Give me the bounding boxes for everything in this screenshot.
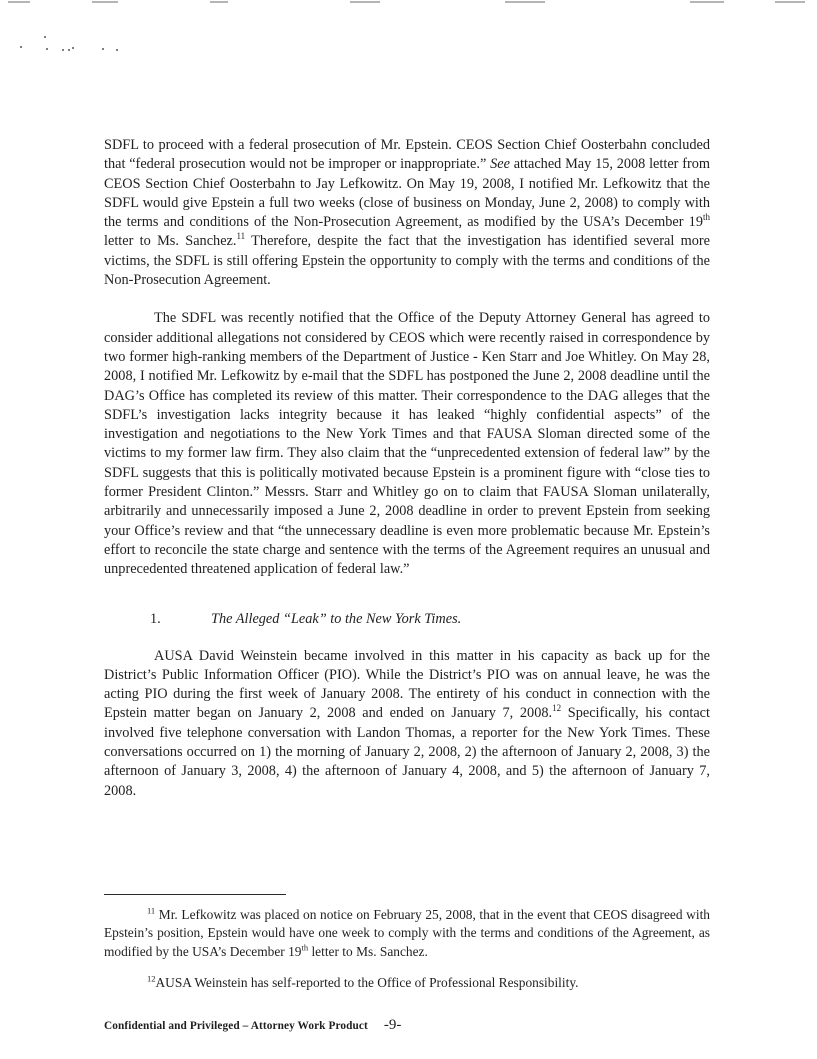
paragraph-weinstein <box>104 647 710 801</box>
page-footer <box>104 1016 401 1034</box>
see-signal: See <box>490 156 510 173</box>
footnote-divider <box>104 894 286 895</box>
footnote-11 <box>104 906 710 961</box>
footnote-text: letter to Ms. Sanchez. <box>308 943 428 959</box>
footnote-ref-12[interactable]: 12 <box>552 703 562 714</box>
paragraph-ceos-conclusion <box>104 136 710 290</box>
footnote-text: AUSA Weinstein has self-reported to the Office of Professional Responsibility. <box>155 975 579 991</box>
section-title: The Alleged “Leak” to the New York Times. <box>211 610 462 627</box>
paragraph-text: letter to Ms. Sanchez. <box>104 233 237 250</box>
scan-specks <box>18 36 138 66</box>
footnotes <box>104 906 710 993</box>
document-page <box>104 136 710 801</box>
paragraph-text: SDFL to proceed with a federal prosecution of Mr. Epstein. CEOS Section Chief Oosterbahn concluded that “federal prosecution would not be improper or inappropriate.” <box>104 137 710 173</box>
scan-edge-artifact <box>0 0 817 6</box>
paragraph-text: Specifically, his contact involved five telephone conversation with Landon Thomas, a reporter for the New York Times. These conversations occurred on 1) the morning of January 2, 2008, 2) the afternoon of January 2, 2008, 3) the afternoon of January 3, 2008, 4) the afternoon of January 4, 2008, and 5) the afternoon of January 7, 2008. <box>104 705 710 799</box>
footnote-text: Mr. Lefkowitz was placed on notice on February 25, 2008, that in the event that CEOS disagreed with Epstein’s position, Epstein would have one week to comply with the terms and conditions of the Agreement, as modified by the USA’s December 19 <box>104 907 710 959</box>
ordinal-suffix: th <box>301 942 309 953</box>
paragraph-dag-review: The SDFL was recently notified that the Office of the Deputy Attorney General has agreed to consider additional allegations not considered by CEOS which were recently raised in correspondence by two former high-ranking members of the Department of Justice - Ken Starr and Joe Whitley. On May 28, 2008, I notified Mr. Lefkowitz by e-mail that the SDFL has postponed the June 2, 2008 deadline until the DAG’s Office has completed its review of this matter. Their correspondence to the DAG alleges that the SDFL’s investigation lacks integrity because it has leaked “highly confidential aspects” of the investigation and negotiations to the New York Times and that FAUSA Sloman directed some of the victims to my former law firm. They also claim that the “unprecedented extension of federal law” by the SDFL suggests that this is politically motivated because Epstein is a prominent figure with “close ties to former President Clinton.” Messrs. Starr and Whitley go on to claim that FAUSA Sloman unilaterally, arbitrarily and unnecessarily imposed a June 2, 2008 deadline in order to prevent Epstein from seeking your Office’s review and that “the unnecessary deadline is even more problematic because Mr. Epstein’s effort to reconcile the state charge and sentence with the terms of the Agreement requires an unusual and unprecedented threatened application of federal law.” <box>104 310 710 578</box>
section-number: 1. <box>150 610 161 627</box>
footnote-marker: 12 <box>147 973 156 984</box>
page-number: -9- <box>383 1017 402 1033</box>
confidentiality-label: Confidential and Privileged – Attorney Work Product <box>104 1020 368 1032</box>
paragraph-text: Therefore, despite the fact that the investigation has identified several more victims, the SDFL is still offering Epstein the opportunity to comply with the terms and conditions of the Non-Prosecution Agreement. <box>104 233 710 289</box>
section-heading <box>150 610 710 629</box>
paragraph-text: AUSA David Weinstein became involved in this matter in his capacity as back up for the District’s Public Information Officer (PIO). While the District’s PIO was on annual leave, he was the acting PIO during the first week of January 2008. The entirety of his conduct in connection with the Epstein matter began on January 2, 2008 and ended on January 7, 2008. <box>104 647 710 722</box>
paragraph-text: attached May 15, 2008 letter from CEOS Section Chief Oosterbahn to Jay Lefkowitz. On May 19, 2008, I notified Mr. Lefkowitz that the SDFL would give Epstein a full two weeks (close of business on Monday, June 2, 2008) to comply with the terms and conditions of the Non-Prosecution Agreement, as modified by the USA’s December 19 <box>104 156 711 231</box>
footnote-marker: 11 <box>147 905 156 916</box>
footnote-ref-11[interactable]: 11 <box>236 231 246 242</box>
ordinal-suffix: th <box>702 212 710 223</box>
footnote-12 <box>104 974 710 992</box>
